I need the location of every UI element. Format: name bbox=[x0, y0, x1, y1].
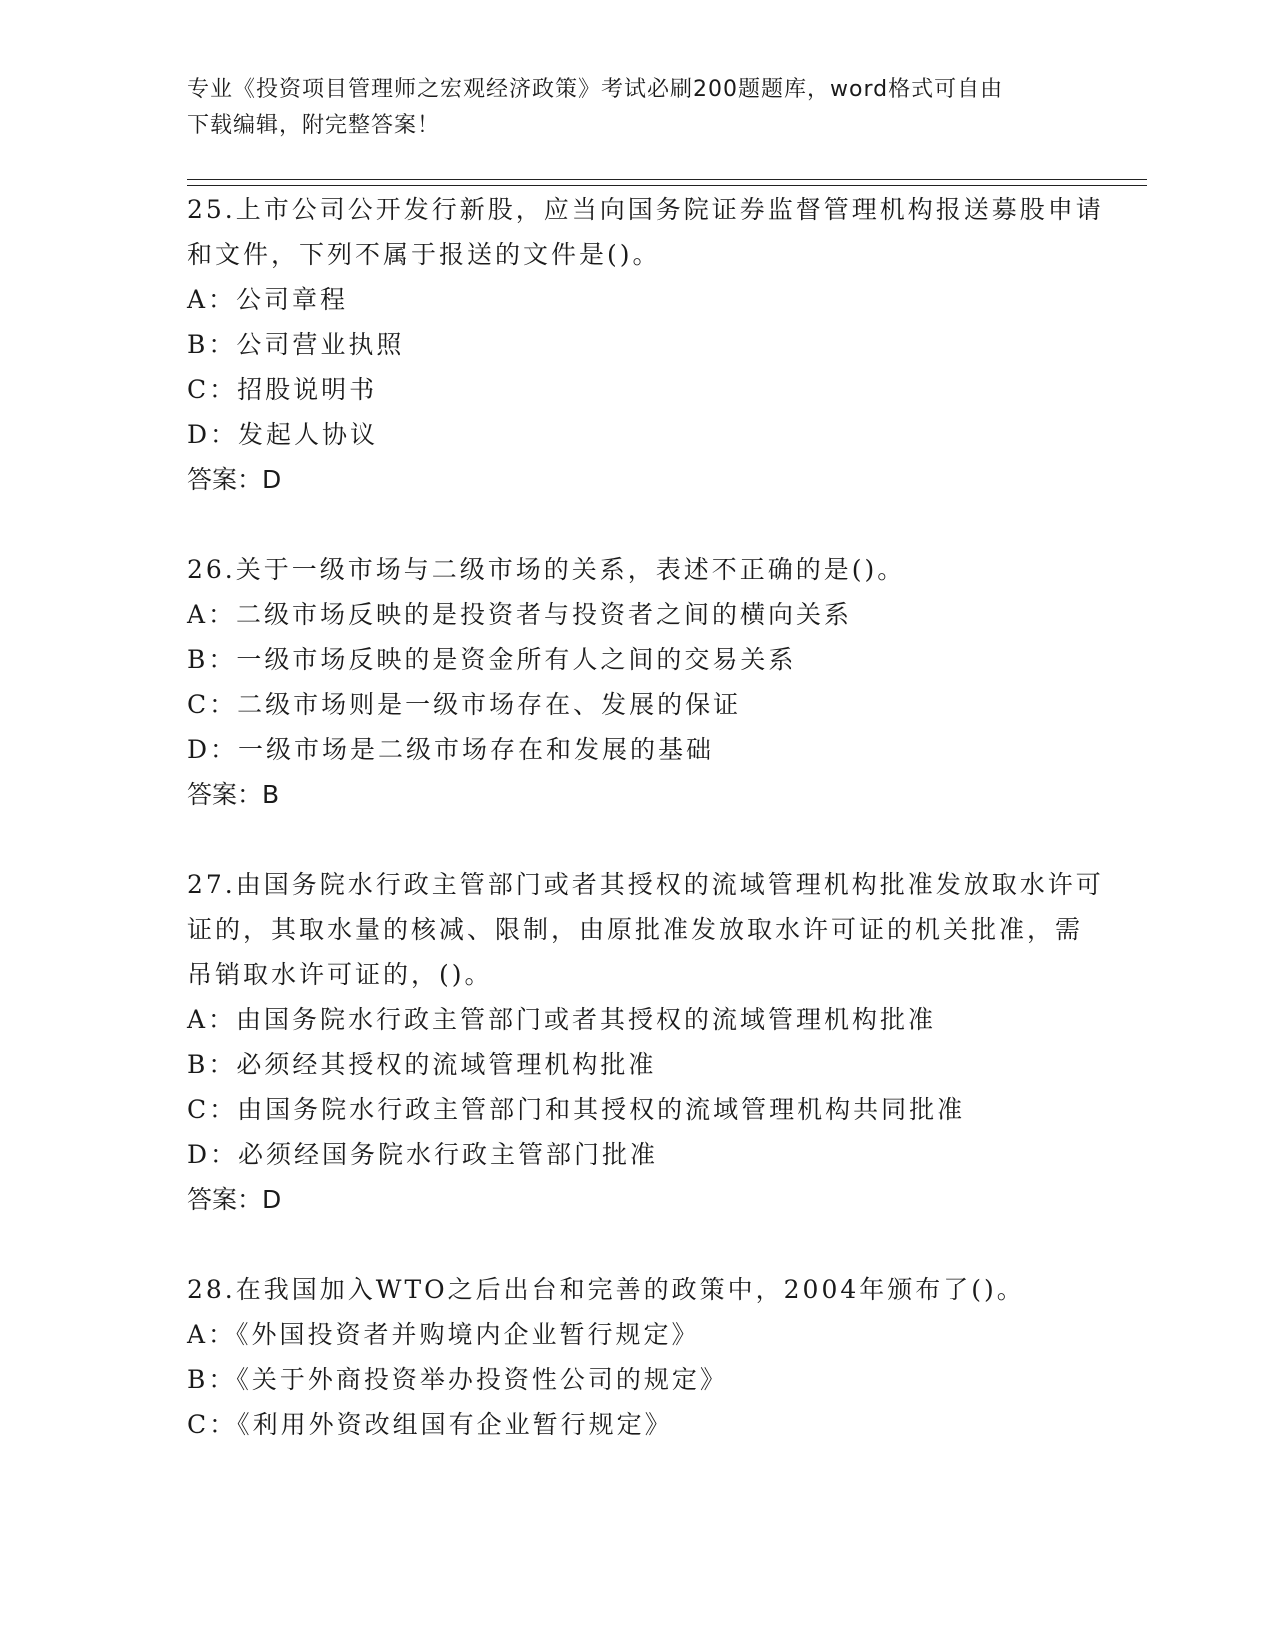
option-b: B：必须经其授权的流域管理机构批准 bbox=[187, 1050, 657, 1079]
option-a: A：由国务院水行政主管部门或者其授权的流域管理机构批准 bbox=[187, 1005, 937, 1034]
option-d: D：必须经国务院水行政主管部门批准 bbox=[187, 1140, 659, 1169]
question-27 bbox=[187, 862, 1107, 1222]
header-divider bbox=[187, 179, 1147, 186]
option-a: A：二级市场反映的是投资者与投资者之间的横向关系 bbox=[187, 600, 853, 629]
question-stem: 26.关于一级市场与二级市场的关系，表述不正确的是()。 bbox=[187, 555, 906, 584]
document-page bbox=[187, 0, 1147, 1650]
option-a: A：公司章程 bbox=[187, 285, 349, 314]
question-26 bbox=[187, 547, 1107, 817]
question-25 bbox=[187, 187, 1107, 502]
option-b: B：一级市场反映的是资金所有人之间的交易关系 bbox=[187, 645, 797, 674]
option-d: D：发起人协议 bbox=[187, 420, 379, 449]
header-line-1: 专业《投资项目管理师之宏观经济政策》考试必刷200题题库，word格式可自由 bbox=[187, 77, 1004, 102]
question-stem: 27.由国务院水行政主管部门或者其授权的流域管理机构批准发放取水许可证的，其取水量的核减、限制，由原批准发放取水许可证的机关批准，需吊销取水许可证的，()。 bbox=[187, 870, 1104, 989]
option-d: D：一级市场是二级市场存在和发展的基础 bbox=[187, 735, 715, 764]
option-b: B：《关于外商投资举办投资性公司的规定》 bbox=[187, 1365, 728, 1394]
question-stem: 25.上市公司公开发行新股，应当向国务院证券监督管理机构报送募股申请和文件，下列不属于报送的文件是()。 bbox=[187, 195, 1104, 269]
option-c: C：招股说明书 bbox=[187, 375, 378, 404]
document-header bbox=[187, 72, 1067, 144]
answer-line: 答案：D bbox=[187, 1185, 282, 1214]
question-stem: 28.在我国加入WTO之后出台和完善的政策中，2004年颁布了()。 bbox=[187, 1275, 1025, 1304]
option-c: C：《利用外资改组国有企业暂行规定》 bbox=[187, 1410, 673, 1439]
header-line-2: 下载编辑，附完整答案！ bbox=[187, 113, 441, 138]
question-28 bbox=[187, 1267, 1107, 1447]
option-c: C：由国务院水行政主管部门和其授权的流域管理机构共同批准 bbox=[187, 1095, 966, 1124]
question-list bbox=[187, 187, 1107, 1492]
option-b: B：公司营业执照 bbox=[187, 330, 405, 359]
option-a: A：《外国投资者并购境内企业暂行规定》 bbox=[187, 1320, 700, 1349]
option-c: C：二级市场则是一级市场存在、发展的保证 bbox=[187, 690, 742, 719]
answer-line: 答案：D bbox=[187, 465, 282, 494]
answer-line: 答案：B bbox=[187, 780, 280, 809]
